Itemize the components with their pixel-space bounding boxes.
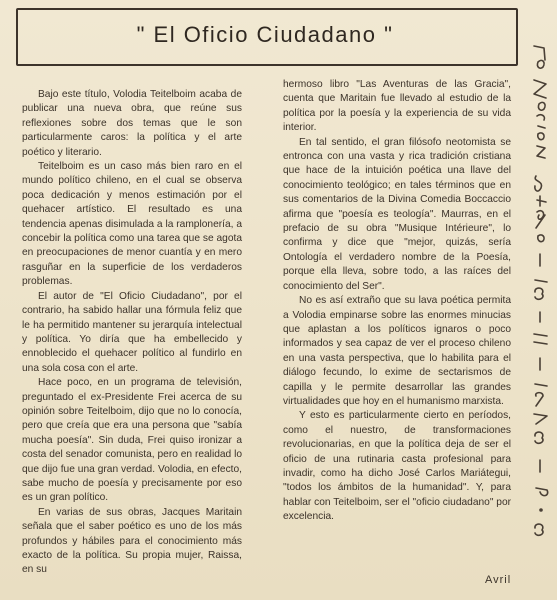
paragraph: hermoso libro "Las Aventuras de las Gracia", cuenta que Maritain fue llevado al estudio de la política por la poesía y la experiencia de su vida interior. [283, 79, 511, 134]
paragraph: Y esto es particularmente cierto en períodos, como el nuestro, de transformaciones revolucionarias, en que la política deja de ser el oficio de una rutinaria casta profesional para invadir, como ha dicho José Carlos Mariátegui, "todos los ámbitos de la humanidad". Y, para hablar con Teitelboim, ser el "oficio ciudadano" por excelencia. [283, 410, 511, 523]
paragraph: En tal sentido, el gran filósofo neotomista se entronca con una vasta y rica tradición cristiana que hace de la intuición poética una llave del conocimiento teológico; en tales términos que en sus comentarios de la Divina Comedia Boccaccio afirma que "poesía es teología". Maurras, en el prefacio de su obra "Musique Intérieure", lo confirma y dice que "mejor, quizás, sería Ontología el verdadero nombre de la Poesía, porque ella lleva, sobre todo, a las raíces del conocimiento del Ser". [283, 136, 511, 292]
paragraph: Teitelboim es un caso más bien raro en el mundo político chileno, en el cual se observa poca dedicación y menos estimación por el quehacer artístico. El resultado es una tendencia apenas disimulada a la ramplonería, a concebir la política como una tarea que se agota en preocupaciones de menor cuantía y en mero rasguñar en la superficie de los verdaderos problemas. [22, 161, 242, 288]
paragraph: No es así extraño que su lava poética permita a Volodia empinarse sobre las enormes minucias que aplastan a los políticos ignaros o poco informados y sea capaz de ver el proceso chileno en una vasta perspectiva, que lo habilita para el diálogo fecundo, lo exime de sectarismos de capilla y le permite desarrollar las grandes virtualidades que hoy en el humanismo marxista. [283, 295, 511, 407]
paragraph: En varias de sus obras, Jacques Maritain señala que el saber poético es uno de los más profundos y hábiles para el conocimiento más exacto de la política. Su propia mujer, Raissa, en su [22, 506, 242, 576]
article-column-left [22, 88, 242, 578]
paragraph: Hace poco, en un programa de televisión, preguntado el ex-Presidente Frei acerca de su opinión sobre Teitelboim, dijo que no lo conocía, pero que creía que era una persona que "sabía mucha poesía". Sin duda, Frei quiso ironizar a costa del senador comunista, pero en realidad lo que dijo fue una gran verdad. Volodia, en efecto, sabe mucho de poesía y precisamente por eso es un gran político. [22, 377, 242, 504]
author-signature: Avril [485, 574, 512, 586]
article-column-right [283, 78, 511, 525]
handwritten-margin-note [528, 40, 552, 592]
article-title: " El Oficio Ciudadano " [136, 22, 394, 47]
paragraph: El autor de "El Oficio Ciudadano", por el contrario, ha sabido hallar una fórmula feliz que le ha permitido mantener su jerarquía intelectual y política. Yo diría que ha embellecido y ennoblecido el quehacer político al fundirlo en una sola cosa con el arte. [22, 290, 242, 374]
paragraph: Bajo este título, Volodia Teitelboim acaba de publicar una nueva obra, que reúne sus reflexiones sobre dos temas que le son particularmente caros: la política y el arte poético y literario. [22, 89, 242, 158]
